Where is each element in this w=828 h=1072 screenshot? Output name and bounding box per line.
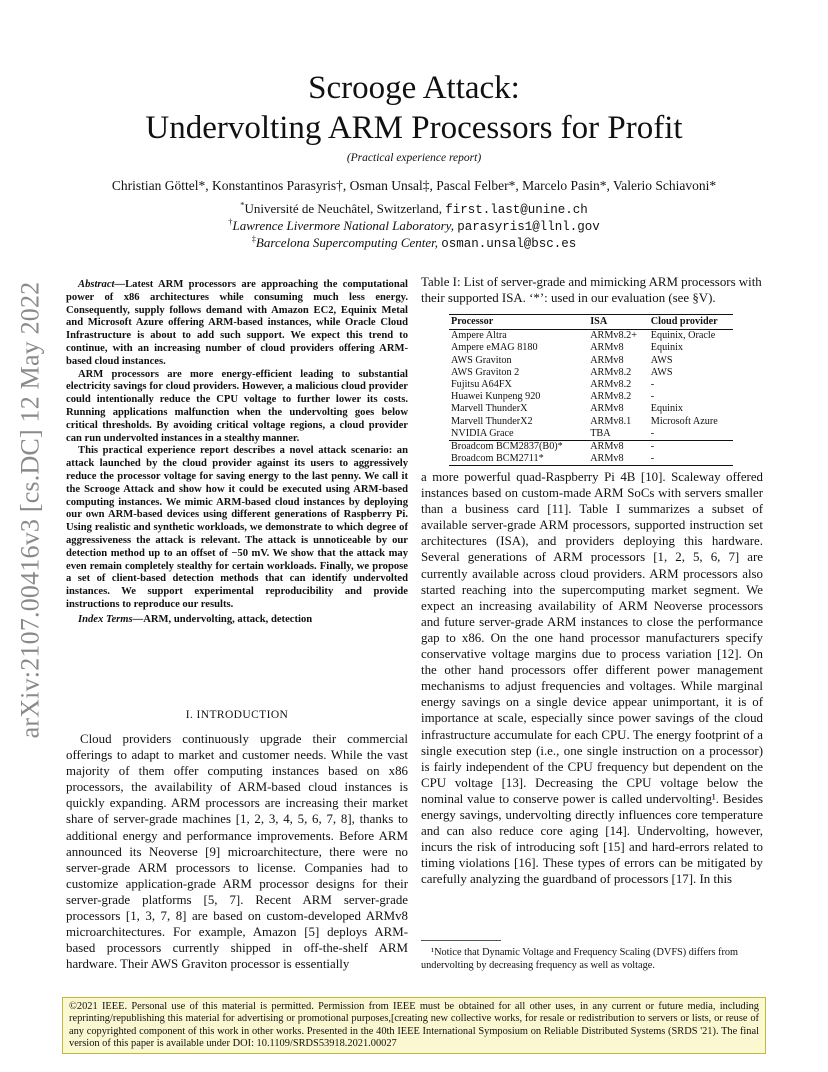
table-header-cloud-provider: Cloud provider — [649, 315, 733, 330]
table-body — [449, 330, 733, 466]
cell-cloud-provider: AWS — [650, 366, 673, 378]
section-heading-introduction: I. INTRODUCTION — [185, 709, 289, 721]
abstract-label: Abstract— — [78, 279, 126, 290]
cell-processor: Broadcom BCM2711* — [449, 453, 586, 466]
table-row — [449, 379, 733, 391]
cell-processor: Marvell ThunderX2 — [451, 415, 533, 427]
affiliation-mark: * — [240, 199, 245, 210]
cell-processor: Ampere eMAG 8180 — [451, 342, 538, 354]
right-column-paragraph: a more powerful quad-Raspberry Pi 4B [10]. Scaleway offered instances based on custom-made ARM SoCs with servers smaller than a business card [11]. Table I summarizes a subset of available server-grade ARM processors, supported instruction set architectures (ISA), and providers deploying this hardware. Several generations of ARM processors [1, 2, 5, 6, 7] are currently available across cloud providers. ARM processors also started reaching into the supercomputing market segment. We expect an increasing availability of ARM Neoverse processors and future server-grade ARM instances to close the performance gap to x86. On the one hand processor manufacturers specify conservative voltage margins due to process variation [12]. On the other hand processors offer different power management mechanisms to adjust frequencies and voltages. While marginal energy savings on a single device appear unimportant, it is of importance at scale, especially since power savings of the cloud infrastructure accumulate for each CPU. The energy footprint of a single execution step (i.e., one single instruction on a processor) is fairly independent of the CPU frequency but dependent on the CPU voltage [13]. Decreasing the CPU voltage below the nominal value to conserve power is called undervolting¹. Besides energy savings, undervolting directly influences core temperature and can also reduce core aging [14]. Undervolting, however, incurs the risk of introducing soft [15] and hard-errors related to timing violations [16]. These types of errors can be mitigated by carefully analyzing the guardband of processors [17]. In this — [421, 470, 763, 887]
title-line-2: Undervolting ARM Processors for Profit — [145, 110, 683, 146]
introduction-paragraph: Cloud providers continuously upgrade their commercial offerings to adapt to market and customer needs. While the vast majority of them offer computing instances based on x86 processors, the availability of ARM-based cloud instances is quickly expanding. ARM processors are increasing their market share of server-grade machines [1, 2, 3, 4, 5, 6, 7, 8], thanks to additional energy and performance improvements. Before ARM announced its Neoverse [9] microarchitecture, there were no server-grade ARM processors to license. Companies had to customize application-grade ARM processor designs for their server-grade platforms [5, 7]. Recent ARM server-grade processors [1, 3, 7, 8] are based on custom-developed ARMv8 microarchitectures. For example, Amazon [5] deploys ARM-based processors currently shipped in off-the-shelf ARM hardware. Their AWS Graviton processor is essentially — [66, 732, 408, 972]
cell-processor: AWS Graviton — [451, 354, 512, 366]
cell-isa: ARMv8 — [586, 453, 649, 466]
abstract-paragraph-2: ARM processors are more energy-efficient leading to substantial electricity savings for cloud providers. However, a malicious cloud provider could intentionally reduce the CPU voltage to further lower its costs. Running applications malfunction when the undervolting goes below critical thresholds. By avoiding critical voltage regions, a cloud provider can run undervolted instances in a stealthy manner. — [66, 368, 408, 444]
footnote-divider — [421, 940, 501, 941]
arxiv-identifier-text: arXiv:2107.00416v3 [cs.DC] 12 May 2022 — [15, 281, 44, 739]
cell-processor: Fujitsu A64FX — [451, 379, 512, 391]
table-header-isa: ISA — [586, 315, 649, 330]
abstract-paragraph-3: This practical experience report describes a novel attack scenario: an attack launched by the cloud provider against its users to aggressively reduce the processor voltage for saving energy to the last penny. We call it the Scrooge Attack and show how it could be executed using ARM-based computing instances. We mimic ARM-based cloud instances by deploying our own ARM-based devices using different generations of Raspberry Pi. Using realistic and synthetic workloads, we demonstrate to which degree of aggressiveness the attack is relevant. The attack is unnoticeable by our detection method up to an offset of −50 mV. We show that the attack may even remain completely stealthy for certain workloads. Finally, we propose a set of client-based detection methods that can identify undervolted instances. We support experimental reproducibility and provide instructions to reproduce our results. — [66, 445, 408, 610]
cell-cloud-provider: Microsoft Azure — [650, 415, 718, 427]
index-terms — [66, 614, 408, 627]
affiliation-email: first.last@unine.ch — [445, 203, 588, 217]
table-row — [449, 403, 733, 415]
cell-processor: AWS Graviton 2 — [451, 366, 520, 378]
cell-processor: NVIDIA Grace — [451, 427, 514, 439]
table-header-row — [449, 315, 733, 330]
cell-processor: Marvell ThunderX — [451, 403, 528, 415]
table-row — [449, 330, 733, 343]
cell-cloud-provider: Equinix — [650, 342, 684, 354]
affiliation-name: Barcelona Supercomputing Center, — [255, 235, 442, 250]
processor-table — [449, 314, 733, 466]
cell-isa: ARMv8.2 — [590, 379, 632, 391]
table-row — [449, 416, 733, 428]
abstract-text-1: Latest ARM processors are approaching the computational power of x86 architectures while consuming much less energy. Consequently, supply follows demand with Amazon EC2, Equinix Metal and Microsoft Azure offering ARM-based instances, while Oracle Cloud Infrastructure is about to add such support. We expect this trend to continue, with an increasing number of cloud providers offering ARM-based cloud instances. — [66, 279, 408, 367]
report-type: (Practical experience report) — [346, 152, 482, 164]
table-row — [449, 428, 733, 441]
table-row — [449, 355, 733, 367]
cell-processor: Ampere Altra — [451, 330, 507, 342]
table-row — [449, 391, 733, 403]
affiliation-name: Université de Neuchâtel, Switzerland, — [244, 201, 446, 216]
cell-cloud-provider: AWS — [650, 354, 673, 366]
affiliation-email: parasyris1@llnl.gov — [457, 220, 600, 234]
affiliation-mark: ‡ — [251, 233, 256, 244]
table-row — [449, 367, 733, 379]
cell-cloud-provider: - — [649, 441, 733, 454]
footnote: ¹Notice that Dynamic Voltage and Frequency Scaling (DVFS) differs from undervolting by decreasing frequency as well as voltage. — [421, 947, 739, 971]
cell-isa: ARMv8.2+ — [590, 330, 637, 342]
affiliation-2 — [40, 218, 788, 234]
cell-cloud-provider: - — [650, 379, 655, 391]
arxiv-identifier-stamp — [6, 262, 54, 758]
cell-isa: ARMv8 — [586, 441, 649, 454]
paper-title — [60, 68, 768, 148]
index-terms-text: ARM, undervolting, attack, detection — [143, 613, 313, 625]
abstract-paragraph-1 — [66, 279, 408, 369]
table-row — [449, 453, 733, 466]
abstract — [66, 279, 408, 627]
cell-processor: Broadcom BCM2837(B0)* — [449, 441, 586, 454]
affiliation-email: osman.unsal@bsc.es — [441, 237, 577, 251]
cell-cloud-provider: - — [650, 391, 655, 403]
cell-isa: ARMv8 — [590, 342, 624, 354]
table-row — [449, 441, 733, 454]
cell-processor: Huawei Kunpeng 920 — [451, 391, 541, 403]
affiliation-mark: † — [228, 216, 233, 227]
affiliation-3 — [40, 235, 788, 251]
cell-cloud-provider: - — [649, 453, 733, 466]
cell-isa: ARMv8 — [590, 354, 624, 366]
table-row — [449, 342, 733, 354]
affiliation-name: Lawrence Livermore National Laboratory, — [232, 218, 458, 233]
title-line-1: Scrooge Attack: — [308, 70, 520, 106]
cell-isa: ARMv8.1 — [590, 415, 632, 427]
index-terms-label: Index Terms— — [78, 613, 144, 625]
cell-isa: ARMv8 — [590, 403, 624, 415]
cell-cloud-provider: Equinix — [650, 403, 684, 415]
cell-isa: TBA — [590, 427, 611, 439]
copyright-notice: ©2021 IEEE. Personal use of this material is permitted. Permission from IEEE must be obtained for all other uses, in any current or future media, including reprinting/republishing this material for advertising or promotional purposes,[creating new collective works, for resale or redistribution to servers or lists, or reuse of any copyrighted component of this work in other works. Presented in the 40th IEEE International Symposium on Reliable Distributed Systems (SRDS '21). The final version of this paper is available under DOI: 10.1109/SRDS53918.2021.00027 — [62, 997, 766, 1054]
author-list: Christian Göttel*, Konstantinos Parasyris†, Osman Unsal‡, Pascal Felber*, Marcelo Pasin*, Valerio Schiavoni* — [111, 178, 717, 193]
cell-cloud-provider: Equinix, Oracle — [650, 330, 716, 342]
cell-cloud-provider: - — [650, 427, 655, 439]
cell-isa: ARMv8.2 — [590, 366, 632, 378]
affiliation-1 — [40, 201, 788, 217]
table-caption: Table I: List of server-grade and mimicking ARM processors with their supported ISA. ‘*’: used in our evaluation (see §V). — [421, 275, 762, 305]
cell-isa: ARMv8.2 — [590, 391, 632, 403]
table-header-processor: Processor — [449, 315, 586, 330]
